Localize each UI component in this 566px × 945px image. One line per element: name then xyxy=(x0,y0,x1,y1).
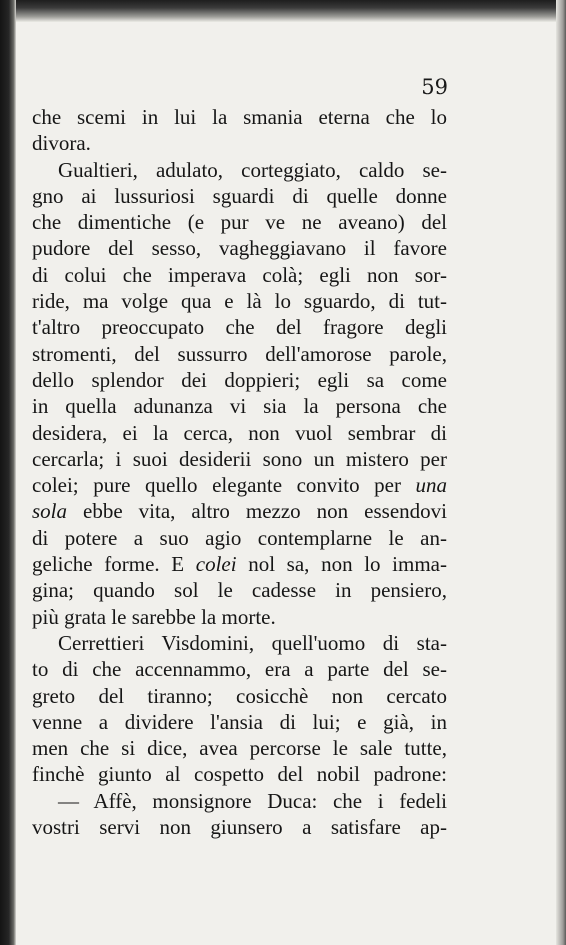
text-line: vostri servi non giunsero a satisfare ap- xyxy=(32,815,447,840)
text-line xyxy=(32,498,447,524)
text-line: pudore del sesso, vagheggiavano il favore xyxy=(32,236,447,261)
italic-text: sola xyxy=(32,499,68,524)
text-line: di potere a suo agio contemplarne le an- xyxy=(32,525,447,550)
text-line: dello splendor dei doppieri; egli sa come xyxy=(32,367,447,392)
text-line: di colui che imperava colà; egli non sor- xyxy=(32,262,447,287)
text-line: Gualtieri, adulato, corteggiato, caldo se- xyxy=(58,157,447,182)
text-line: che scemi in lui la smania eterna che lo xyxy=(32,105,447,129)
text-line: che dimentiche (e pur ve ne aveano) del xyxy=(32,210,447,235)
text-line: divora. xyxy=(32,131,91,156)
body-text xyxy=(32,104,447,840)
text-line: cercarla; i suoi desiderii sono un mistero per xyxy=(32,446,447,471)
book-gutter-shadow xyxy=(0,0,16,945)
text-line xyxy=(32,551,447,577)
page-right-edge xyxy=(556,0,566,945)
text-line: in quella adunanza vi sia la persona che xyxy=(32,394,447,419)
text-segment: nol sa, non lo imma- xyxy=(236,552,447,577)
text-line: stromenti, del sussurro dell'amorose parole, xyxy=(32,341,447,366)
text-line: gina; quando sol le cadesse in pensiero, xyxy=(32,578,447,603)
text-line: — Affè, monsignore Duca: che i fedeli xyxy=(58,788,447,813)
text-line: ride, ma volge qua e là lo sguardo, di tut- xyxy=(32,289,447,314)
text-line: più grata le sarebbe la morte. xyxy=(32,604,276,629)
text-line: finchè giunto al cospetto del nobil padrone: xyxy=(32,762,447,787)
text-line: desidera, ei la cerca, non vuol sembrar di xyxy=(32,420,447,445)
text-line: venne a dividere l'ansia di lui; e già, in xyxy=(32,709,447,734)
text-line xyxy=(32,472,447,498)
text-line: t'altro preoccupato che del fragore degli xyxy=(32,315,447,340)
text-segment: ebbe vita, altro mezzo non essendovi xyxy=(67,499,447,524)
text-segment: geliche forme. E xyxy=(32,552,196,577)
text-segment: colei; pure quello elegante convito per xyxy=(32,473,416,498)
page-number: 59 xyxy=(421,75,448,99)
italic-text: colei xyxy=(195,552,237,577)
page-top-shadow xyxy=(0,0,566,22)
text-line: Cerrettieri Visdomini, quell'uomo di sta- xyxy=(58,630,447,655)
text-line: men che si dice, avea percorse le sale tutte, xyxy=(32,736,447,761)
italic-text: una xyxy=(415,473,447,498)
text-line: gno ai lussuriosi sguardi di quelle donne xyxy=(32,183,447,208)
text-line: greto del tiranno; cosicchè non cercato xyxy=(32,683,447,708)
text-line: to di che accennammo, era a parte del se- xyxy=(32,657,447,682)
